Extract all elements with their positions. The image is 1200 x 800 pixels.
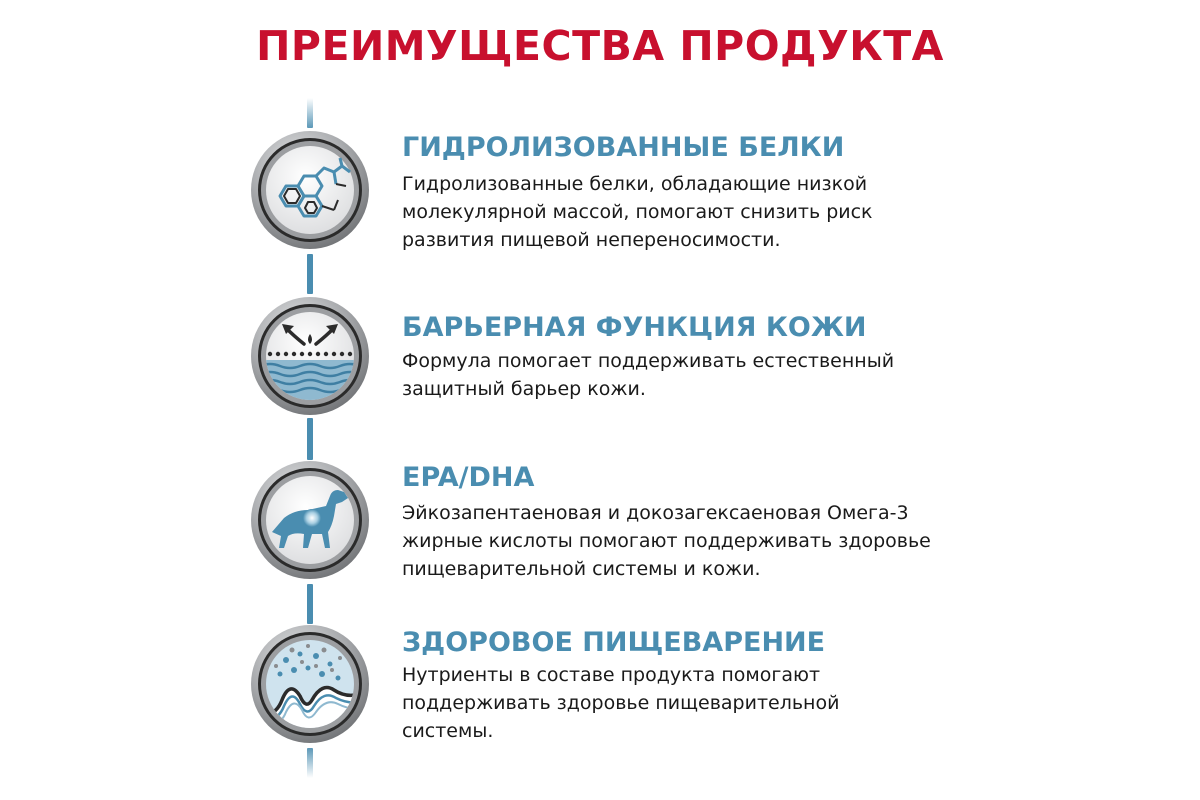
benefit-description: Формула помогает поддерживать естественный защитный барьер кожи. — [402, 350, 895, 400]
page-title: ПРЕИМУЩЕСТВА ПРОДУКТА — [256, 22, 944, 70]
benefit-heading: БАРЬЕРНАЯ ФУНКЦИЯ КОЖИ — [402, 312, 867, 343]
benefit-description: Нутриенты в составе продукта помогают поддерживать здоровье пищеварительной системы. — [402, 664, 840, 742]
timeline-line-bottom — [307, 748, 313, 778]
molecule-icon — [250, 130, 370, 250]
benefit-heading: EPA/DHA — [402, 462, 535, 493]
benefit-description: Гидролизованные белки, обладающие низкой молекулярной массой, помогают снизить риск развития пищевой непереносимости. — [402, 173, 873, 251]
benefit-description: Эйкозапентаеновая и докозагексаеновая Омега-3 жирные кислоты помогают поддерживать здоровье пищеварительной системы и кожи. — [402, 502, 931, 580]
timeline-line-segment — [307, 254, 313, 294]
digestion-icon — [250, 624, 370, 744]
dog-icon — [250, 460, 370, 580]
timeline-line-segment — [307, 584, 313, 624]
timeline-line-segment — [307, 418, 313, 460]
benefit-heading: ГИДРОЛИЗОВАННЫЕ БЕЛКИ — [402, 132, 845, 163]
timeline-line-top — [307, 98, 313, 128]
benefit-heading: ЗДОРОВОЕ ПИЩЕВАРЕНИЕ — [402, 627, 826, 658]
skin-barrier-icon — [250, 296, 370, 416]
